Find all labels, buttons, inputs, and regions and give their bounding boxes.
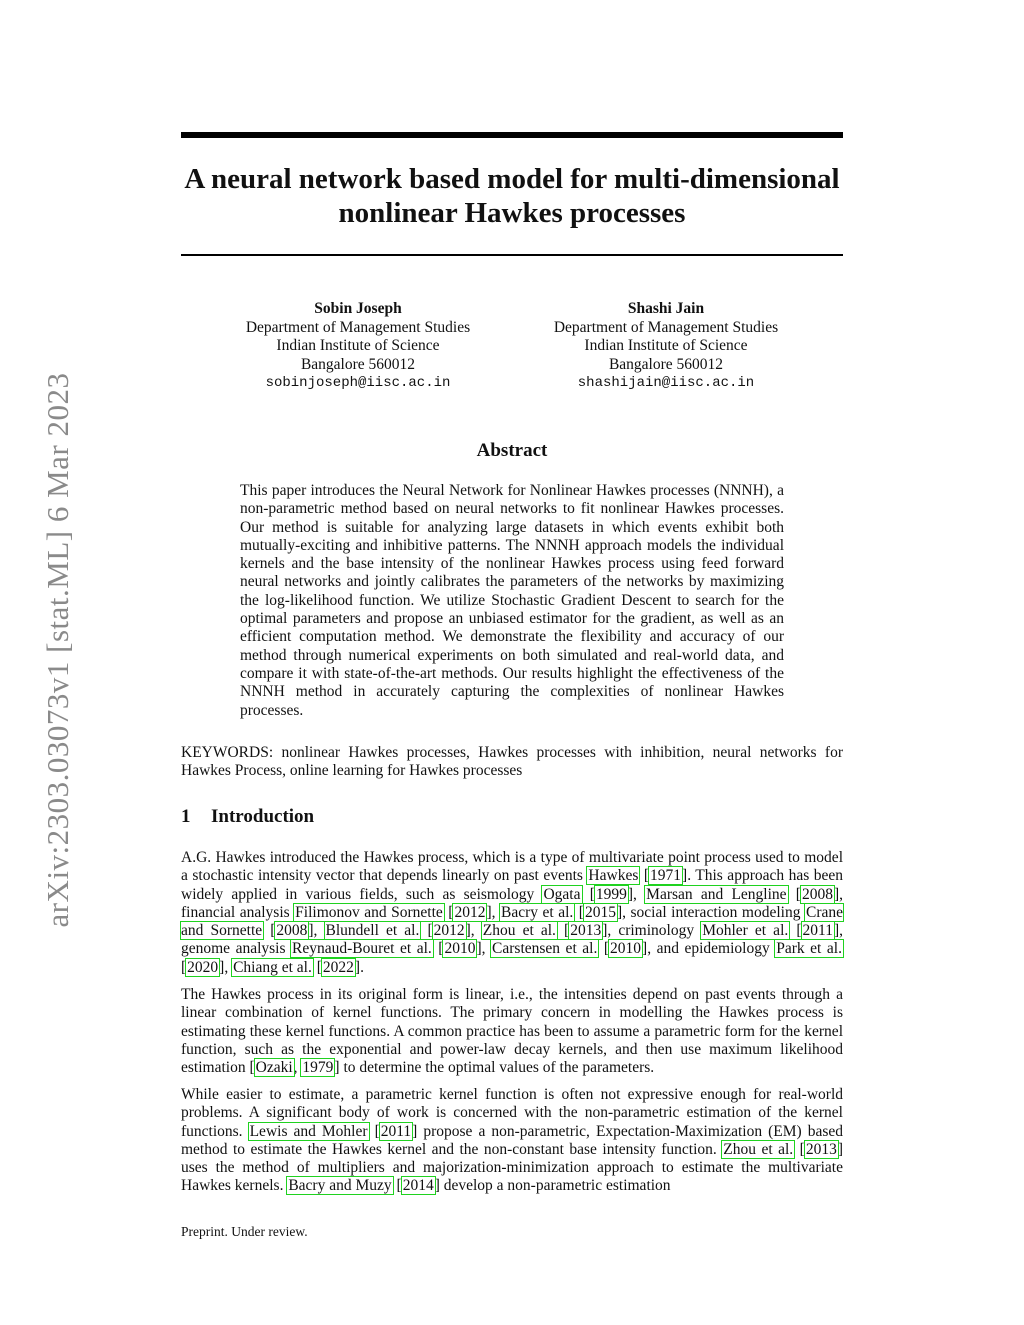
title-bottom-rule [181,254,843,256]
citation-year-link[interactable]: 2008 [801,885,833,903]
text-span: , criminology [607,922,702,940]
text-span: . This approach has been widely applied in various fields, such as seismology [181,867,844,903]
citation-year-link[interactable]: 1999 [595,885,627,903]
text-span: to determine the optimal values of the parameters. [339,1059,655,1077]
section-number: 1 [181,806,191,827]
section-title: Introduction [211,806,315,827]
text-span: , social interaction modeling [622,903,805,921]
citation-link[interactable]: Blundell et al. [325,922,420,940]
citation-link[interactable]: Marsan and Lengline [646,885,787,903]
text-span: , financial analysis [181,885,843,921]
intro-paragraph-3: While easier to estimate, a parametric kernel function is often not expressive enough for real-world problems. A significant body of work is concerned with the non-parametric estimation of the kernel functions. Lewis and Mohler [2011] propose a non-parametric, Expectation-Maximization (EM) based method to estimate the Hawkes kernel and the non-constant base intensity function. Zhou et al. [2013] uses the method of multipliers and majorization-minimization approach to estimate the multivariate Hawkes kernels. Bacry and Muzy [2014] develop a non-parametric estimation [181,1086,843,1195]
title-top-rule [181,132,843,138]
citation-year-link[interactable]: 2020 [187,958,219,976]
citation-link[interactable]: Zhou et al. [723,1140,794,1158]
citation-link[interactable]: Carstensen et al. [492,940,598,958]
keywords: KEYWORDS: nonlinear Hawkes processes, Hawkes processes with inhibition, neural networks for Hawkes Process, online learning for Hawkes processes [181,744,843,780]
citation-link[interactable]: Ozaki [255,1059,293,1077]
citation-link[interactable]: Ogata [543,885,581,903]
text-span: propose a non-parametric, Expectation-Maximization (EM) based method to estimate the Hawkes kernel and the non-constant base intensity function. [181,1122,843,1158]
author-institute: Indian Institute of Science [584,337,748,354]
author-department: Department of Management Studies [245,318,471,336]
citation-year-link[interactable]: 2011 [802,922,833,940]
citation-year-link[interactable]: 2022 [322,958,354,976]
citation-link[interactable]: Chiang et al. [233,958,312,976]
text-span: A.G. Hawkes introduced the Hawkes process, which is a type of multivariate point process used to model a stochastic intensity vector that depends linearly on past events [181,849,843,885]
citation-link[interactable]: Reynaud-Bouret et al. [292,940,432,958]
citation-year-link[interactable]: 2013 [805,1140,837,1158]
citation-year-link[interactable]: 1979 [302,1059,334,1077]
author-city: Bangalore 560012 [300,355,416,373]
arxiv-identifier-stamp: arXiv:2303.03073v1 [stat.ML] 6 Mar 2023 [40,372,75,928]
citation-link[interactable]: Hawkes [588,867,639,885]
text-span: , genome analysis [181,922,843,958]
footer-note: Preprint. Under review. [181,1224,308,1239]
text-span: , and epidemiology [647,940,776,958]
citation-year-link[interactable]: 2015 [584,903,616,921]
author-block-2 [506,300,826,393]
citation-year-link[interactable]: 2010 [610,940,642,958]
citation-year-link[interactable]: 2010 [444,940,476,958]
author-name: Sobin Joseph [314,300,402,317]
intro-paragraph-1: A.G. Hawkes introduced the Hawkes process, which is a type of multivariate point process used to model a stochastic intensity vector that depends linearly on past events Hawkes [1971]. This approach has been widely applied in various fields, such as seismology Ogata [1999], Marsan and Lengline [2008], financial analysis Filimonov and Sornette [2012], Bacry et al. [2015], social interaction modeling Crane and Sornette [2008], Blundell et al. [2012], Zhou et al. [2013], criminology Mohler et al. [2011], genome analysis Reynaud-Bouret et al. [2010], Carstensen et al. [2010], and epidemiology Park et al. [2020], Chiang et al. [2022]. [181,849,844,976]
text-span: develop a non-parametric estimation [439,1177,671,1195]
title-line-2: nonlinear Hawkes processes [338,197,686,229]
intro-paragraph-2: The Hawkes process in its original form is linear, i.e., the intensities depend on past events through a linear combination of kernel functions. The primary concern in modelling the Hawkes process is estimating these kernel functions. A common practice has been to assume a parametric form for the kernel function, such as the exponential and power-law decay kernels, and then use maximum likelihood estimation [Ozaki, 1979] to determine the optimal values of the parameters. [181,986,843,1077]
citation-year-link[interactable]: 2013 [570,922,602,940]
abstract-heading: Abstract [476,440,548,461]
section-heading-introduction [181,806,314,828]
author-email[interactable]: shashijain@iisc.ac.in [577,375,755,391]
author-institute: Indian Institute of Science [276,337,440,354]
text-span: uses the method of multipliers and majorization-minimization approach to estimate the multivariate Hawkes kernels. [181,1159,843,1195]
citation-link[interactable]: Crane and Sornette [181,903,843,940]
citation-link[interactable]: Mohler et al. [702,922,789,940]
citation-link[interactable]: Zhou et al. [482,922,556,940]
citation-year-link[interactable]: 2014 [402,1177,434,1195]
citation-year-link[interactable]: 2008 [276,922,308,940]
citation-link[interactable]: Bacry and Muzy [288,1177,392,1195]
citation-year-link[interactable]: 1971 [650,867,682,885]
author-name: Shashi Jain [627,300,705,317]
citation-year-link[interactable]: 2012 [433,922,465,940]
citation-year-link[interactable]: 2012 [454,903,486,921]
author-block-1 [198,300,518,393]
text-span: The Hawkes process in its original form is linear, i.e., the intensities depend on past events through a linear combination of kernel functions. The primary concern in modelling the Hawkes process is estimating these kernel functions. A common practice has been to assume a parametric form for the kernel function, such as the exponential and power-law decay kernels, and then use maximum likelihood estimation [181,986,843,1077]
text-span: While easier to estimate, a parametric kernel function is often not expressive enough for real-world problems. A significant body of work is concerned with the non-parametric estimation of the kernel functions. [181,1086,843,1140]
author-email[interactable]: sobinjoseph@iisc.ac.in [265,375,451,391]
paper-title [181,162,843,230]
abstract-text: This paper introduces the Neural Network for Nonlinear Hawkes processes (NNNH), a non-parametric method based on neural networks to fit nonlinear Hawkes processes. Our method is suitable for analyzing large datasets in which events exhibit both mutually-exciting and inhibitive patterns. The NNNH approach models the individual kernels and the base intensity of the nonlinear Hawkes process using feed forward neural networks and jointly calibrates the parameters of the networks by maximizing the log-likelihood function. We utilize Stochastic Gradient Descent to search for the optimal parameters and propose an unbiased estimator for the gradient, as well as an efficient computation method. We demonstrate the flexibility and accuracy of our method through numerical experiments on both simulated and real-world data, and compare it with state-of-the-art methods. Our results highlight the effectiveness of the NNNH method in accurately capturing the complexities of nonlinear Hawkes processes. [240,482,784,719]
author-department: Department of Management Studies [553,318,779,336]
citation-year-link[interactable]: 2011 [380,1122,412,1140]
citation-link[interactable]: Filimonov and Sornette [295,903,443,921]
citation-link[interactable]: Park et al. [776,940,842,958]
title-line-1: A neural network based model for multi-dimensional [184,163,840,195]
citation-link[interactable]: Bacry et al. [501,903,574,921]
citation-link[interactable]: Lewis and Mohler [249,1122,368,1140]
author-city: Bangalore 560012 [608,355,724,373]
